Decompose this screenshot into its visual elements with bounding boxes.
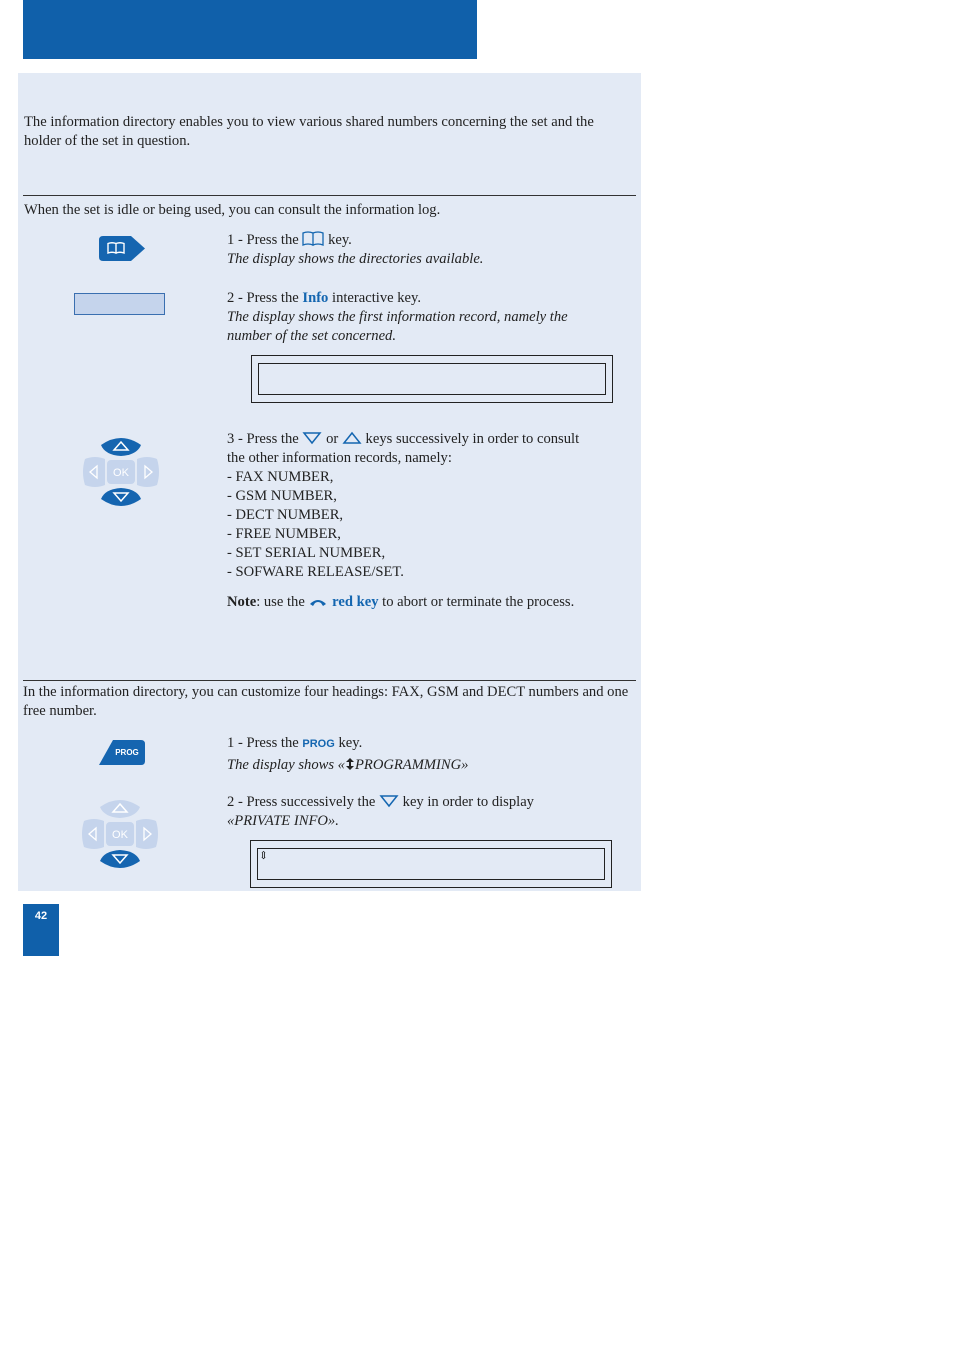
display-screen-2	[250, 840, 612, 888]
customize-step1	[227, 734, 627, 754]
consult-step1-text-a: 1 - Press the	[227, 232, 299, 248]
page-number-tab	[23, 904, 59, 956]
nav-ok-label: OK	[112, 829, 128, 841]
up-down-arrow-icon	[345, 757, 355, 771]
info-softkey[interactable]	[74, 293, 165, 315]
nav-up-key[interactable]	[100, 800, 140, 818]
record-item: - FREE NUMBER,	[227, 526, 341, 542]
prog-key-button[interactable]	[99, 740, 145, 765]
note-text-a: : use the	[256, 594, 305, 610]
nav-down-key[interactable]	[100, 850, 140, 868]
red-key-handset-icon	[308, 596, 328, 608]
record-item: - DECT NUMBER,	[227, 507, 344, 523]
header-bar	[23, 0, 477, 59]
customize-step1-text-b: key.	[338, 735, 363, 751]
nav-ok-label: OK	[113, 467, 129, 479]
consult-step1-note: The display shows the directories available.	[227, 251, 484, 267]
up-arrow-icon	[342, 431, 362, 445]
section-divider-consult	[23, 195, 636, 196]
book-icon	[302, 231, 324, 246]
consult-step3-text-b: keys successively in order to consult	[365, 431, 580, 447]
note-label: Note	[227, 594, 257, 610]
consult-step3-line2: the other information records, namely:	[227, 450, 452, 466]
lcd-scroll-indicator: ⇕	[259, 850, 269, 862]
record-item: - FAX NUMBER,	[227, 469, 334, 485]
section-divider-customize	[23, 680, 636, 681]
consult-step2-text-b: interactive key.	[332, 290, 422, 306]
record-item: - SET SERIAL NUMBER,	[227, 545, 386, 561]
navigation-pad-2[interactable]	[80, 795, 160, 873]
customize-step2-note: «PRIVATE INFO».	[227, 813, 339, 829]
nav-up-key[interactable]	[101, 438, 141, 456]
page-number: 42	[34, 910, 48, 922]
customize-step1-text-a: 1 - Press the	[227, 735, 299, 751]
customize-step1-note-b: PROGRAMMING»	[354, 757, 469, 773]
display-screen-2-inner	[257, 848, 605, 880]
display-screen-1-inner	[258, 363, 606, 395]
consult-note	[227, 593, 627, 612]
customize-step2-text-a: 2 - Press successively the	[227, 794, 376, 810]
consult-step1	[227, 231, 627, 250]
intro-text: The information directory enables you to view various shared numbers concerning the set and the holder of the set in question.	[24, 114, 594, 149]
red-key-label: red key	[332, 594, 379, 610]
consult-step3-text-a: 3 - Press the	[227, 431, 299, 447]
customize-lead: In the information directory, you can customize four headings: FAX, GSM and DECT numbers and one free number.	[23, 684, 629, 719]
note-text-b: to abort or terminate the process.	[382, 594, 575, 610]
customize-step2-text-b: key in order to display	[402, 794, 534, 810]
record-list	[227, 468, 627, 582]
consult-lead: When the set is idle or being used, you can consult the information log.	[24, 202, 441, 218]
down-arrow-icon	[379, 794, 399, 808]
navigation-pad-1[interactable]	[81, 433, 161, 511]
consult-step3	[227, 430, 627, 449]
down-arrow-icon	[302, 431, 322, 445]
record-item: - GSM NUMBER,	[227, 488, 337, 504]
info-key-label: Info	[302, 290, 329, 306]
prog-key-label: PROG	[115, 748, 139, 757]
customize-step2	[227, 793, 627, 812]
customize-step1-note-a: The display shows «	[227, 757, 345, 773]
customize-step1-note	[227, 756, 627, 775]
consult-step3-or: or	[326, 431, 339, 447]
nav-down-key[interactable]	[101, 488, 141, 506]
record-item: - SOFWARE RELEASE/SET.	[227, 564, 404, 580]
consult-step1-text-b: key.	[328, 232, 352, 248]
consult-step2-text-a: 2 - Press the	[227, 290, 299, 306]
display-screen-1	[251, 355, 613, 403]
prog-inline-label: PROG	[302, 738, 335, 750]
consult-step2-note: The display shows the first information record, namely the number of the set concerned.	[227, 309, 568, 344]
consult-step2	[227, 289, 627, 308]
directory-key-icon[interactable]	[99, 236, 146, 261]
